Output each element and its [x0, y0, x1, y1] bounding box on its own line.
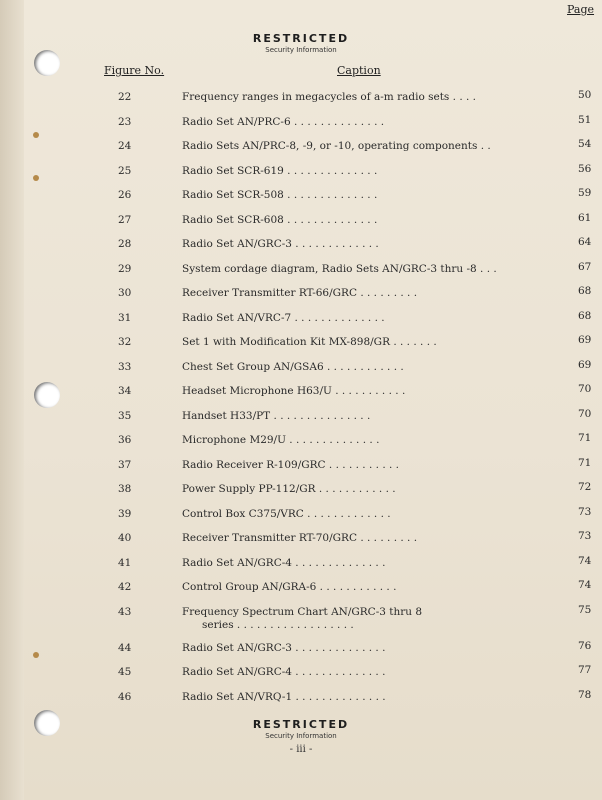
security-label: Security Information: [265, 732, 337, 740]
caption-text: Radio Set AN/VRQ-1 . . . . . . . . . . . . . .: [182, 690, 386, 703]
list-item: [0, 637, 602, 662]
caption-text: Radio Set AN/GRC-4 . . . . . . . . . . . . . .: [182, 666, 386, 678]
list-item: [0, 282, 602, 307]
figure-number: 33: [118, 360, 132, 373]
figure-caption: [182, 557, 547, 570]
figure-number: 45: [118, 666, 132, 678]
list-item: [0, 160, 602, 185]
figure-number: 25: [118, 164, 132, 177]
figure-caption: [182, 508, 547, 521]
figure-caption: [182, 238, 547, 251]
list-item: [0, 576, 602, 601]
figure-number: 22: [118, 91, 132, 103]
figure-caption: [182, 606, 547, 632]
caption-text: Radio Set AN/VRC-7 . . . . . . . . . . . . . .: [182, 311, 385, 324]
page-reference: 70: [578, 407, 592, 420]
page-header: [0, 32, 602, 54]
figure-caption: [182, 116, 547, 129]
page-reference: 74: [578, 579, 592, 591]
figure-caption: [182, 581, 547, 594]
list-item: [0, 552, 602, 577]
figure-number: 36: [118, 434, 132, 446]
figure-caption: [182, 666, 547, 679]
figure-caption: [182, 691, 547, 704]
page-reference: 50: [578, 89, 592, 101]
page-reference: 78: [578, 688, 592, 701]
page-reference: 77: [578, 664, 592, 676]
list-item: [0, 209, 602, 234]
caption-text: Receiver Transmitter RT-70/GRC . . . . . . . . .: [182, 532, 418, 544]
figure-caption: [182, 385, 547, 398]
figure-number: 26: [118, 189, 132, 201]
figure-caption: [182, 434, 547, 447]
figure-number: 43: [118, 605, 132, 618]
classification-label: RESTRICTED: [252, 32, 350, 45]
page-reference: 59: [578, 187, 592, 199]
figure-number: 37: [118, 458, 132, 471]
figure-number: 42: [118, 581, 132, 593]
figure-number: 23: [118, 115, 132, 128]
page-reference: 68: [578, 285, 592, 297]
list-item: [0, 331, 602, 356]
figure-caption: [182, 287, 547, 300]
figure-caption: [182, 91, 547, 104]
caption-text: Power Supply PP-112/GR . . . . . . . . . . . .: [182, 483, 396, 495]
list-item: [0, 184, 602, 209]
caption-text: Headset Microphone H63/U . . . . . . . . . . .: [182, 385, 406, 397]
figure-number: 32: [118, 336, 132, 348]
caption-text: Radio Sets AN/PRC-8, -9, or -10, operating components . .: [182, 140, 491, 152]
list-item: [0, 454, 602, 479]
page-number: - iii -: [289, 744, 313, 755]
page-footer: [0, 718, 602, 755]
figure-number: 38: [118, 483, 132, 495]
caption-text: Radio Set AN/GRC-3 . . . . . . . . . . . . .: [182, 238, 379, 250]
list-item: [0, 405, 602, 430]
list-item: [0, 503, 602, 528]
figure-number: 34: [118, 385, 132, 397]
page-reference: 70: [578, 383, 592, 395]
classification-label: RESTRICTED: [252, 718, 350, 731]
list-item: [0, 601, 602, 637]
security-label: Security Information: [265, 46, 337, 54]
figure-number: 35: [118, 409, 132, 422]
caption-text: Radio Set AN/PRC-6 . . . . . . . . . . . . . .: [182, 115, 385, 128]
figure-caption: [182, 532, 547, 545]
figure-number: 39: [118, 507, 132, 520]
page-reference: 76: [578, 639, 592, 652]
page-reference: 56: [578, 162, 592, 175]
figure-number: 46: [118, 690, 132, 703]
caption-continuation: series . . . . . . . . . . . . . . . . . .: [202, 618, 354, 631]
caption-text: Receiver Transmitter RT-66/GRC . . . . . . . . .: [182, 287, 418, 299]
page-reference: 69: [578, 334, 592, 346]
list-item: [0, 307, 602, 332]
figure-caption: [182, 361, 547, 374]
caption-text: Set 1 with Modification Kit MX-898/GR . . . . . . .: [182, 336, 437, 348]
figure-number: 40: [118, 532, 132, 544]
page-reference: 71: [578, 432, 592, 444]
list-item: [0, 478, 602, 503]
figure-number: 29: [118, 262, 132, 275]
figure-number: 28: [118, 238, 132, 250]
figure-caption: [182, 336, 547, 349]
page-reference: 74: [578, 554, 592, 567]
page-reference: 73: [578, 505, 592, 518]
caption-text: Control Box C375/VRC . . . . . . . . . . . . .: [182, 507, 391, 520]
list-item: [0, 686, 602, 711]
page-column-header: Page: [567, 3, 595, 16]
figure-number: 31: [118, 311, 132, 324]
figure-caption: [182, 459, 547, 472]
caption-text: Radio Receiver R-109/GRC . . . . . . . . . . .: [182, 458, 400, 471]
page-reference: 69: [578, 358, 592, 371]
caption-text: Radio Set AN/GRC-4 . . . . . . . . . . . . . .: [182, 556, 386, 569]
page-reference: 61: [578, 211, 592, 224]
list-item: [0, 86, 602, 111]
caption-text: System cordage diagram, Radio Sets AN/GRC-3 thru -8 . . .: [182, 262, 497, 275]
figure-caption: [182, 165, 547, 178]
list-item: [0, 233, 602, 258]
caption-text: Control Group AN/GRA-6 . . . . . . . . . . . .: [182, 581, 397, 593]
caption-text: Radio Set SCR-508 . . . . . . . . . . . . . .: [182, 189, 378, 201]
figure-caption: [182, 189, 547, 202]
list-item: [0, 135, 602, 160]
list-item: [0, 429, 602, 454]
figure-column-header: Figure No.: [104, 64, 165, 77]
figure-list: [0, 86, 602, 710]
figure-caption: [182, 214, 547, 227]
figure-caption: [182, 263, 547, 276]
figure-caption: [182, 642, 547, 655]
page-reference: 71: [578, 456, 592, 469]
caption-text: Frequency Spectrum Chart AN/GRC-3 thru 8: [182, 605, 423, 618]
figure-caption: [182, 140, 547, 153]
page-reference: 68: [578, 309, 592, 322]
list-item: [0, 527, 602, 552]
page-reference: 73: [578, 530, 592, 542]
figure-caption: [182, 410, 547, 423]
caption-text: Radio Set AN/GRC-3 . . . . . . . . . . . . . .: [182, 641, 386, 654]
list-item: [0, 356, 602, 381]
caption-text: Radio Set SCR-608 . . . . . . . . . . . . . .: [182, 213, 378, 226]
figure-caption: [182, 312, 547, 325]
list-item: [0, 661, 602, 686]
page-reference: 54: [578, 138, 592, 150]
caption-text: Handset H33/PT . . . . . . . . . . . . . . .: [182, 409, 371, 422]
list-item: [0, 380, 602, 405]
page-reference: 64: [578, 236, 592, 248]
figure-number: 24: [118, 140, 132, 152]
list-item: [0, 111, 602, 136]
caption-column-header: Caption: [337, 64, 381, 77]
caption-text: Chest Set Group AN/GSA6 . . . . . . . . . . . .: [182, 360, 404, 373]
page-reference: 51: [578, 113, 592, 126]
caption-text: Frequency ranges in megacycles of a-m radio sets . . . .: [182, 91, 477, 103]
figure-number: 41: [118, 556, 132, 569]
caption-text: Radio Set SCR-619 . . . . . . . . . . . . . .: [182, 164, 378, 177]
page-reference: 72: [578, 481, 592, 493]
figure-number: 30: [118, 287, 132, 299]
figure-number: 27: [118, 213, 132, 226]
caption-text: Microphone M29/U . . . . . . . . . . . . . .: [182, 434, 380, 446]
page-reference: 67: [578, 260, 592, 273]
figure-caption: [182, 483, 547, 496]
page-reference: 75: [578, 603, 592, 616]
figure-number: 44: [118, 641, 132, 654]
list-item: [0, 258, 602, 283]
